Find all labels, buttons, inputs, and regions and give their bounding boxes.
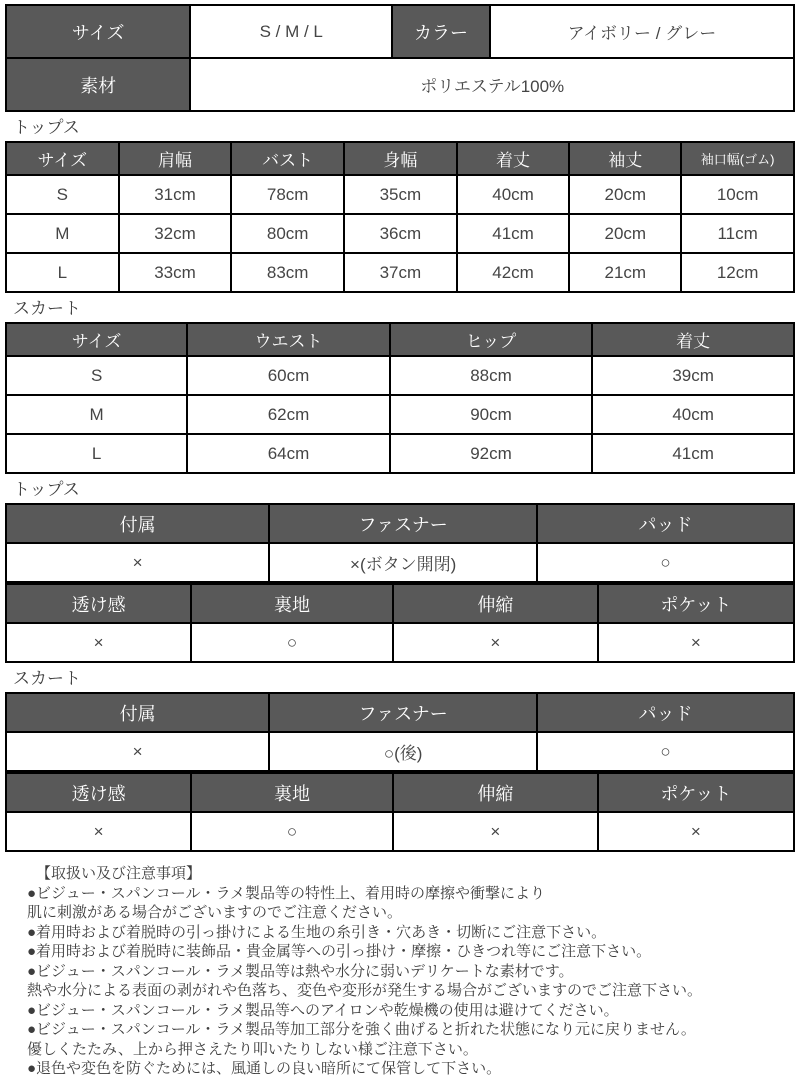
skirt-features-table-top — [5, 692, 795, 772]
tops-size-section-label: トップス — [13, 118, 80, 137]
table-row — [6, 175, 794, 214]
column-header: 袖丈 — [569, 142, 681, 175]
table-cell: × — [6, 732, 269, 771]
table-cell: × — [6, 623, 191, 662]
tops-features-table-bottom — [5, 583, 795, 663]
table-cell: 62cm — [187, 395, 390, 434]
table-cell: 21cm — [569, 253, 681, 292]
table-cell: 40cm — [592, 395, 794, 434]
table-cell: M — [6, 395, 187, 434]
table-row — [6, 395, 794, 434]
table-header-row — [6, 142, 794, 175]
table-row — [6, 434, 794, 473]
table-cell: 90cm — [390, 395, 593, 434]
table-cell: ○ — [191, 623, 393, 662]
table-cell: × — [393, 623, 598, 662]
care-notes — [27, 864, 795, 1079]
size-value-cell: S / M / L — [190, 5, 392, 58]
table-cell: 64cm — [187, 434, 390, 473]
column-header: 着丈 — [457, 142, 570, 175]
table-cell: L — [6, 253, 119, 292]
column-header: パッド — [537, 693, 794, 732]
care-note-line: 肌に刺激がある場合がございますのでご注意ください。 — [27, 904, 403, 921]
table-cell: S — [6, 175, 119, 214]
table-cell: L — [6, 434, 187, 473]
table-cell: 20cm — [569, 175, 681, 214]
table-cell: ○ — [191, 812, 393, 851]
column-header: 身幅 — [344, 142, 457, 175]
column-header: サイズ — [6, 142, 119, 175]
table-row — [6, 253, 794, 292]
table-cell: × — [6, 812, 191, 851]
table-row — [6, 623, 794, 662]
table-cell: M — [6, 214, 119, 253]
column-header: ファスナー — [269, 693, 537, 732]
table-cell: 41cm — [592, 434, 794, 473]
care-note-line: ●退色や変色を防ぐためには、風通しの良い暗所にて保管して下さい。 — [27, 1060, 502, 1077]
care-note-line: ●ビジュー・スパンコール・ラメ製品等は熱や水分に弱いデリケートな素材です。 — [27, 962, 574, 980]
column-header: 伸縮 — [393, 773, 598, 812]
table-cell: 39cm — [592, 356, 794, 395]
table-row — [6, 356, 794, 395]
skirt-features-table-bottom — [5, 772, 795, 852]
table-cell: 33cm — [119, 253, 232, 292]
tops-features-section-label: トップス — [13, 480, 80, 499]
column-header: 付属 — [6, 504, 269, 543]
color-header-cell: カラー — [392, 5, 490, 58]
table-row — [6, 214, 794, 253]
table-cell: × — [598, 812, 794, 851]
care-note-line: ●ビジュー・スパンコール・ラメ製品等の特性上、着用時の摩擦や衝撃により — [27, 884, 546, 902]
column-header: 着丈 — [592, 323, 794, 356]
table-cell: ○ — [537, 732, 794, 771]
table-header-row — [6, 693, 794, 732]
column-header: 裏地 — [191, 584, 393, 623]
table-cell: 36cm — [344, 214, 457, 253]
column-header: 袖口幅(ゴム) — [681, 142, 794, 175]
table-cell: 88cm — [390, 356, 593, 395]
table-row — [6, 732, 794, 771]
table-cell: × — [393, 812, 598, 851]
skirt-features-section-label: スカート — [13, 669, 81, 688]
table-row — [6, 5, 794, 58]
skirt-size-table — [5, 322, 795, 474]
color-value-cell: アイボリー / グレー — [490, 5, 794, 58]
table-cell: 80cm — [231, 214, 344, 253]
table-cell: ○ — [537, 543, 794, 582]
table-cell: S — [6, 356, 187, 395]
care-note-line: 優しくたたみ、上から押さえたり叩いたりしない様ご注意下さい。 — [27, 1040, 478, 1058]
column-header: ヒップ — [390, 323, 593, 356]
table-row — [6, 812, 794, 851]
table-cell: 41cm — [457, 214, 570, 253]
table-cell: × — [598, 623, 794, 662]
material-header-cell: 素材 — [6, 58, 190, 111]
product-info-table — [5, 4, 795, 112]
column-header: ファスナー — [269, 504, 537, 543]
table-cell: 83cm — [231, 253, 344, 292]
table-cell: 37cm — [344, 253, 457, 292]
column-header: バスト — [231, 142, 344, 175]
column-header: ポケット — [598, 773, 794, 812]
column-header: 透け感 — [6, 584, 191, 623]
table-cell: 78cm — [231, 175, 344, 214]
table-cell: 42cm — [457, 253, 570, 292]
table-cell: ×(ボタン開閉) — [269, 543, 537, 582]
table-header-row — [6, 584, 794, 623]
column-header: ポケット — [598, 584, 794, 623]
column-header: サイズ — [6, 323, 187, 356]
care-notes-heading: 【取扱い及び注意事項】 — [36, 865, 202, 882]
table-cell: 35cm — [344, 175, 457, 214]
care-note-line: ●ビジュー・スパンコール・ラメ製品等加工部分を強く曲げると折れた状態になり元に戻りません。 — [27, 1021, 696, 1038]
table-row — [6, 543, 794, 582]
table-header-row — [6, 773, 794, 812]
table-cell: 12cm — [681, 253, 794, 292]
column-header: 肩幅 — [119, 142, 232, 175]
column-header: 裏地 — [191, 773, 393, 812]
care-note-line: ●着用時および着脱時に装飾品・貴金属等への引っ掛け・摩擦・ひきつれ等にご注意下さい。 — [27, 943, 652, 960]
material-value-cell: ポリエステル100% — [190, 58, 794, 111]
table-cell: 11cm — [681, 214, 794, 253]
size-header-cell: サイズ — [6, 5, 190, 58]
table-cell: 32cm — [119, 214, 232, 253]
table-cell: 31cm — [119, 175, 232, 214]
care-note-line: ●着用時および着脱時の引っ掛けによる生地の糸引き・穴あき・切断にご注意下さい。 — [27, 923, 607, 941]
column-header: ウエスト — [187, 323, 390, 356]
table-header-row — [6, 504, 794, 543]
table-cell: 60cm — [187, 356, 390, 395]
care-note-line: ●ビジュー・スパンコール・ラメ製品等へのアイロンや乾燥機の使用は避けてください。 — [27, 1001, 619, 1019]
table-cell: 40cm — [457, 175, 570, 214]
tops-size-table — [5, 141, 795, 293]
column-header: 付属 — [6, 693, 269, 732]
column-header: 伸縮 — [393, 584, 598, 623]
table-cell: 20cm — [569, 214, 681, 253]
table-cell: × — [6, 543, 269, 582]
table-cell: ○(後) — [269, 732, 537, 771]
tops-features-table-top — [5, 503, 795, 583]
table-cell: 10cm — [681, 175, 794, 214]
table-header-row — [6, 323, 794, 356]
column-header: パッド — [537, 504, 794, 543]
skirt-size-section-label: スカート — [13, 299, 81, 318]
column-header: 透け感 — [6, 773, 191, 812]
table-row — [6, 58, 794, 111]
table-cell: 92cm — [390, 434, 593, 473]
care-note-line: 熱や水分による表面の剥がれや色落ち、変色や変形が発生する場合がございますのでご注意下さい。 — [27, 982, 703, 999]
